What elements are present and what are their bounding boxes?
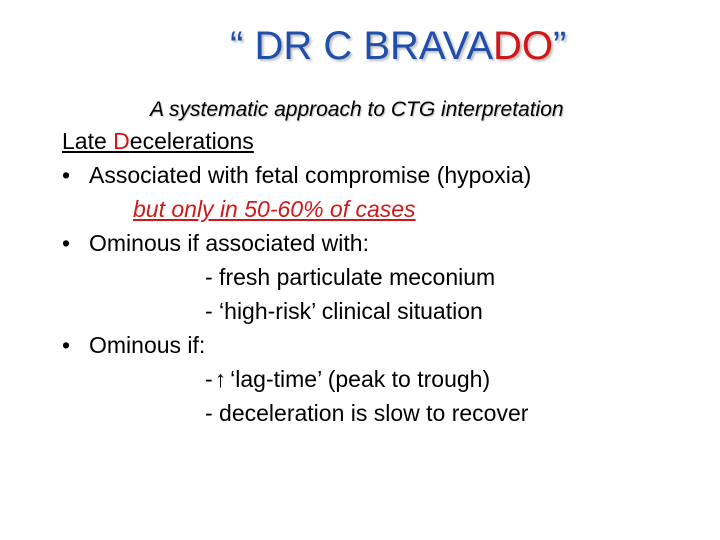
- bullet-dot: •: [62, 162, 71, 188]
- bullet-3-text: Ominous if:: [89, 332, 206, 358]
- title-open-quote: “: [230, 24, 255, 68]
- title-close-quote: ”: [553, 24, 567, 68]
- slide-subtitle: A systematic approach to CTG interpretation: [150, 98, 564, 121]
- title-main-red: DO: [493, 24, 553, 68]
- heading-red-letter: D: [113, 128, 130, 154]
- bullet-item-3: [62, 330, 205, 360]
- title-main: DR C BRAVA: [254, 24, 493, 68]
- bullet-dot: •: [62, 332, 71, 358]
- bullet-3-sub-1-text: ‘lag-time’ (peak to trough): [230, 366, 491, 392]
- bullet-2-sub-1: - fresh particulate meconium: [205, 264, 496, 290]
- heading-part1: Late: [62, 128, 114, 154]
- bullet-3-sub-1: [205, 364, 490, 394]
- bullet-1-note-text: but only in 50-60% of cases: [133, 196, 416, 222]
- slide-title: [230, 22, 566, 70]
- bullet-3-sub-1-prefix: -: [205, 366, 213, 392]
- bullet-1-note: [133, 194, 416, 224]
- heading-part2: ecelerations: [129, 128, 254, 154]
- bullet-2-text: Ominous if associated with:: [89, 230, 369, 256]
- bullet-item-2: [62, 228, 369, 258]
- up-arrow-icon: ↑: [214, 366, 227, 392]
- bullet-1-text: Associated with fetal compromise (hypoxia): [89, 162, 532, 188]
- section-heading: [62, 126, 254, 156]
- bullet-2-sub-2: - ‘high-risk’ clinical situation: [205, 298, 483, 324]
- bullet-dot: •: [62, 230, 71, 256]
- bullet-3-sub-2: - deceleration is slow to recover: [205, 400, 529, 426]
- bullet-item-1: [62, 160, 531, 190]
